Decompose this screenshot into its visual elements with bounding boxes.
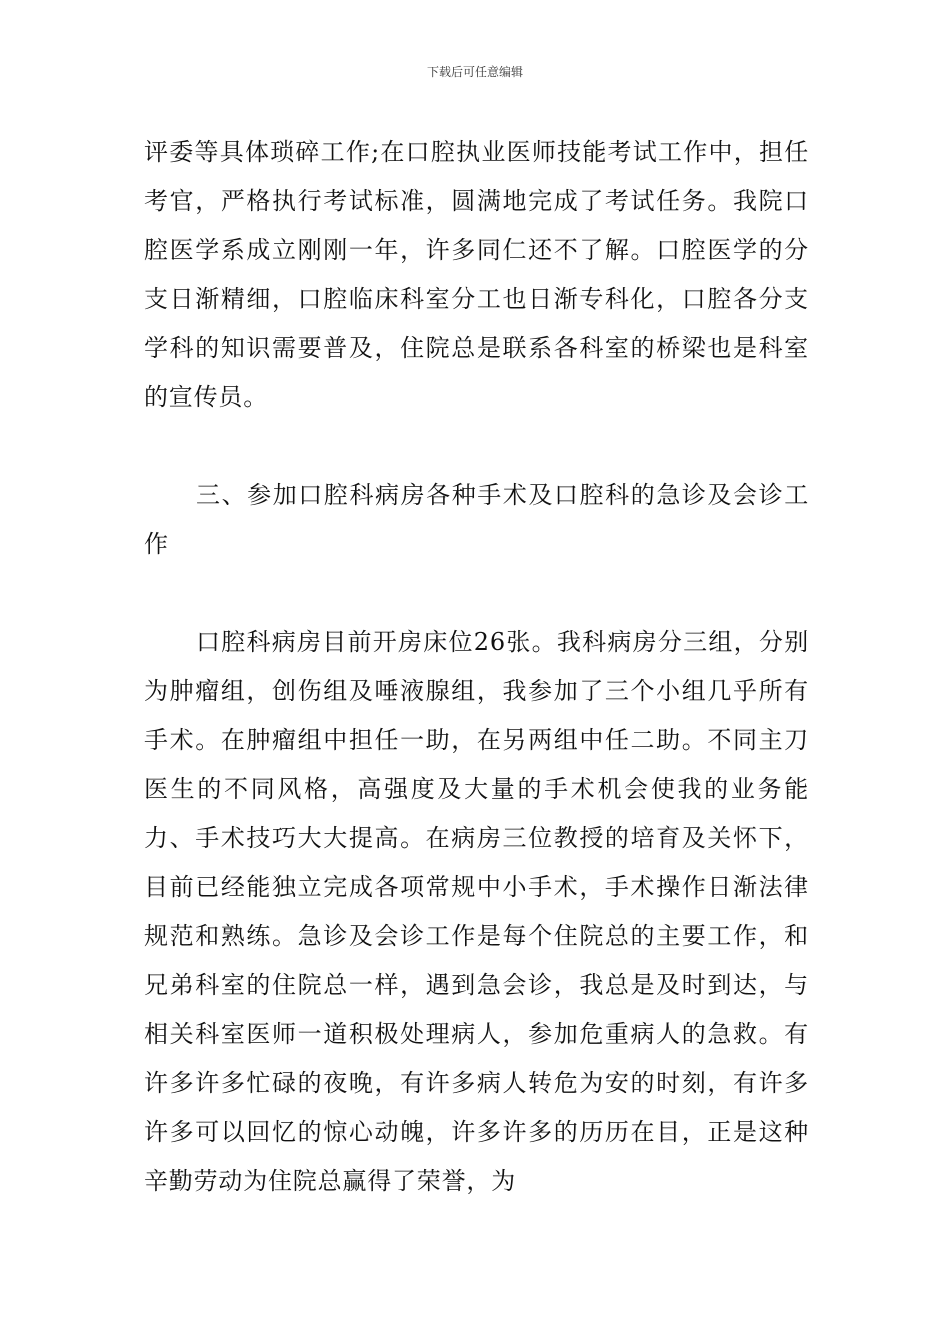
paragraph-gap xyxy=(144,569,809,618)
section-heading: 三、参加口腔科病房各种手术及口腔科的急诊及会诊工作 xyxy=(144,481,809,558)
paragraph-ward-surgery: 口腔科病房目前开房床位26张。我科病房分三组，分别为肿瘤组，创伤组及唾液腺组，我参加了三个小组几乎所有手术。在肿瘤组中担任一助，在另两组中任二助。不同主刀医生的不同风格，高强度及大量的手术机会使我的业务能力、手术技巧大大提高。在病房三位教授的培育及关怀下，目前已经能独立完成各项常规中小手术，手术操作日渐法律规范和熟练。急诊及会诊工作是每个住院总的主要工作，和兄弟科室的住院总一样，遇到急会诊，我总是及时到达，与相关科室医师一道积极处理病人，参加危重病人的急救。有许多许多忙碌的夜晚，有许多病人转危为安的时刻，有许多许多可以回忆的惊心动魄，许多许多的历历在目，正是这种辛勤劳动为住院总赢得了荣誉，为 xyxy=(144,628,809,1195)
paragraph-continuation: 评委等具体琐碎工作;在口腔执业医师技能考试工作中，担任考官，严格执行考试标准，圆满地完成了考试任务。我院口腔医学系成立刚刚一年，许多同仁还不了解。口腔医学的分支日渐精细，口腔临床科室分工也日渐专科化，口腔各分支学科的知识需要普及，住院总是联系各科室的桥梁也是科室的宣传员。 xyxy=(144,138,809,411)
document-body xyxy=(144,128,809,1206)
paragraph-gap xyxy=(144,422,809,471)
page-header: 下载后可任意编辑 xyxy=(426,65,523,79)
